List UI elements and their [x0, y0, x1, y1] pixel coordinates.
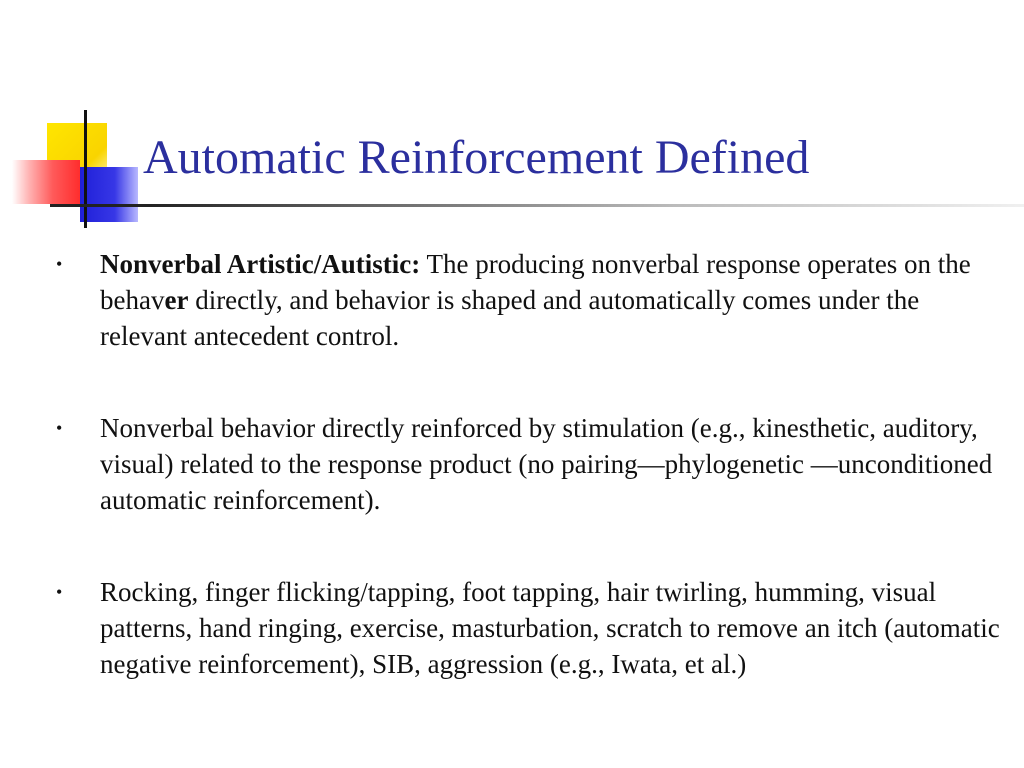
bullet-text-part: directly, and behavior is shaped and automatically comes under the relevant antecedent control. — [100, 285, 920, 351]
bullet-item-1 — [50, 246, 1010, 354]
title-underline-dark — [50, 204, 150, 207]
slide-title: Automatic Reinforcement Defined — [143, 131, 810, 184]
bullet-marker: • — [56, 582, 63, 602]
bullet-item-2 — [50, 410, 1010, 518]
bullet-marker: • — [56, 418, 63, 438]
bullet-text: Rocking, finger flicking/tapping, foot tapping, hair twirling, humming, visual patterns, hand ringing, exercise, masturbation, scratch to remove an itch (automatic negative reinforcement), SIB, aggression (e.g., Iwata, et al.) — [100, 577, 1000, 679]
bullet-marker: • — [56, 254, 63, 274]
bullet-text: Nonverbal behavior directly reinforced by stimulation (e.g., kinesthetic, auditory, visual) related to the response product (no pairing—phylogenetic —unconditioned automatic reinforcement). — [100, 413, 993, 515]
bullet-text-bold-part: er — [164, 285, 189, 315]
vertical-rule — [84, 110, 87, 228]
bullet-lead-bold: Nonverbal Artistic/Autistic: — [100, 249, 421, 279]
bullet-list — [50, 246, 1010, 738]
title-underline-fade — [150, 204, 1024, 207]
bullet-text-part: The producing nonverbal response operates on the behav — [100, 249, 971, 315]
bullet-item-3 — [50, 574, 1010, 682]
blue-square — [80, 167, 138, 222]
red-square — [12, 160, 80, 204]
